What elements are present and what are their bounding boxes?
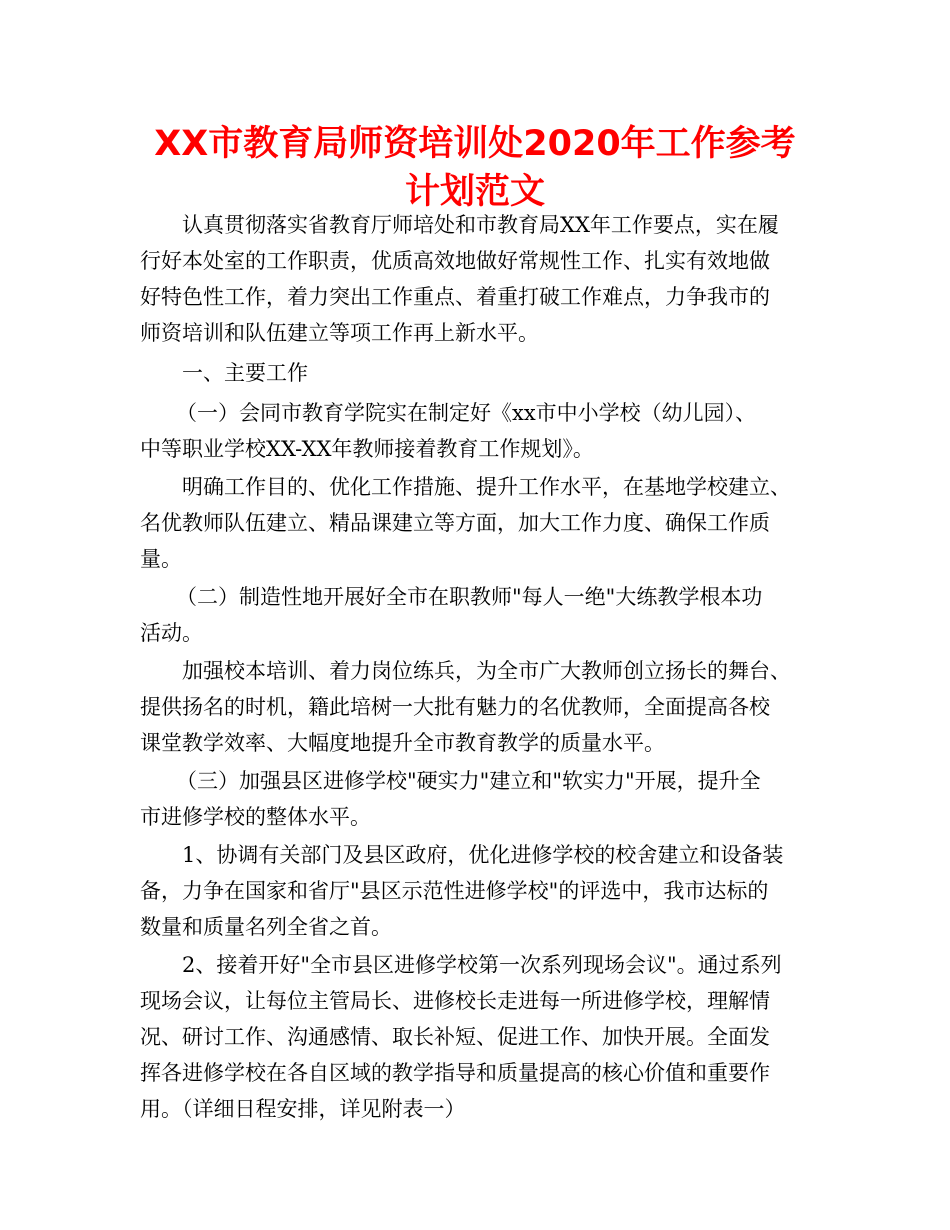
paragraph-line: 行好本处室的工作职责，优质高效地做好常规性工作、扎实有效地做 bbox=[140, 249, 770, 273]
paragraph-line: 名优教师队伍建立、精品课建立等方面，加大工作力度、确保工作质 bbox=[140, 511, 770, 535]
subsection-heading: （三）加强县区进修学校"硬实力"建立和"软实力"开展，提升全 bbox=[176, 769, 761, 793]
subsection-heading: （一）会同市教育学院实在制定好《xx市中小学校（幼儿园）、 bbox=[176, 401, 757, 425]
paragraph-line: 中等职业学校XX-XX年教师接着教育工作规划》。 bbox=[140, 437, 594, 461]
paragraph-line: 好特色性工作，着力突出工作重点、着重打破工作难点，力争我市的 bbox=[140, 285, 770, 309]
paragraph-line: 挥各进修学校在各自区域的教学指导和质量提高的核心价值和重要作 bbox=[140, 1061, 770, 1085]
subsection-heading: （二）制造性地开展好全市在职教师"每人一绝"大练教学根本功 bbox=[176, 585, 763, 609]
paragraph-line: 市进修学校的整体水平。 bbox=[140, 805, 371, 829]
paragraph-line: 现场会议，让每位主管局长、进修校长走进每一所进修学校，理解情 bbox=[140, 989, 770, 1013]
paragraph-line: 况、研讨工作、沟通感情、取长补短、促进工作、加快开展。全面发 bbox=[140, 1025, 770, 1049]
paragraph-line: 加强校本培训、着力岗位练兵，为全市广大教师创立扬长的舞台、 bbox=[182, 659, 791, 683]
paragraph-line: 1、协调有关部门及县区政府，优化进修学校的校舍建立和设备装 bbox=[182, 843, 784, 867]
paragraph-line: 提供扬名的时机，籍此培树一大批有魅力的名优教师，全面提高各校 bbox=[140, 695, 770, 719]
paragraph-line: 认真贯彻落实省教育厅师培处和市教育局XX年工作要点，实在履 bbox=[182, 213, 779, 237]
paragraph-line: 明确工作目的、优化工作措施、提升工作水平，在基地学校建立、 bbox=[182, 475, 791, 499]
document-title-line-2: 计划范文 bbox=[404, 172, 545, 212]
paragraph-line: 用。（详细日程安排，详见附表一） bbox=[140, 1097, 466, 1121]
paragraph-line: 数量和质量名列全省之首。 bbox=[140, 915, 392, 939]
section-heading: 一、主要工作 bbox=[182, 361, 308, 385]
paragraph-line: 备，力争在国家和省厅"县区示范性进修学校"的评选中，我市达标的 bbox=[140, 879, 769, 903]
document-title-line-1: XX市教育局师资培训处2020年工作参考 bbox=[154, 124, 796, 164]
paragraph-line: 2、接着开好"全市县区进修学校第一次系列现场会议"。通过系列 bbox=[182, 953, 782, 977]
paragraph-line: 量。 bbox=[140, 547, 182, 571]
paragraph-line: 师资培训和队伍建立等项工作再上新水平。 bbox=[140, 321, 539, 345]
paragraph-line: 课堂教学效率、大幅度地提升全市教育教学的质量水平。 bbox=[140, 731, 665, 755]
paragraph-line: 活动。 bbox=[140, 621, 203, 645]
